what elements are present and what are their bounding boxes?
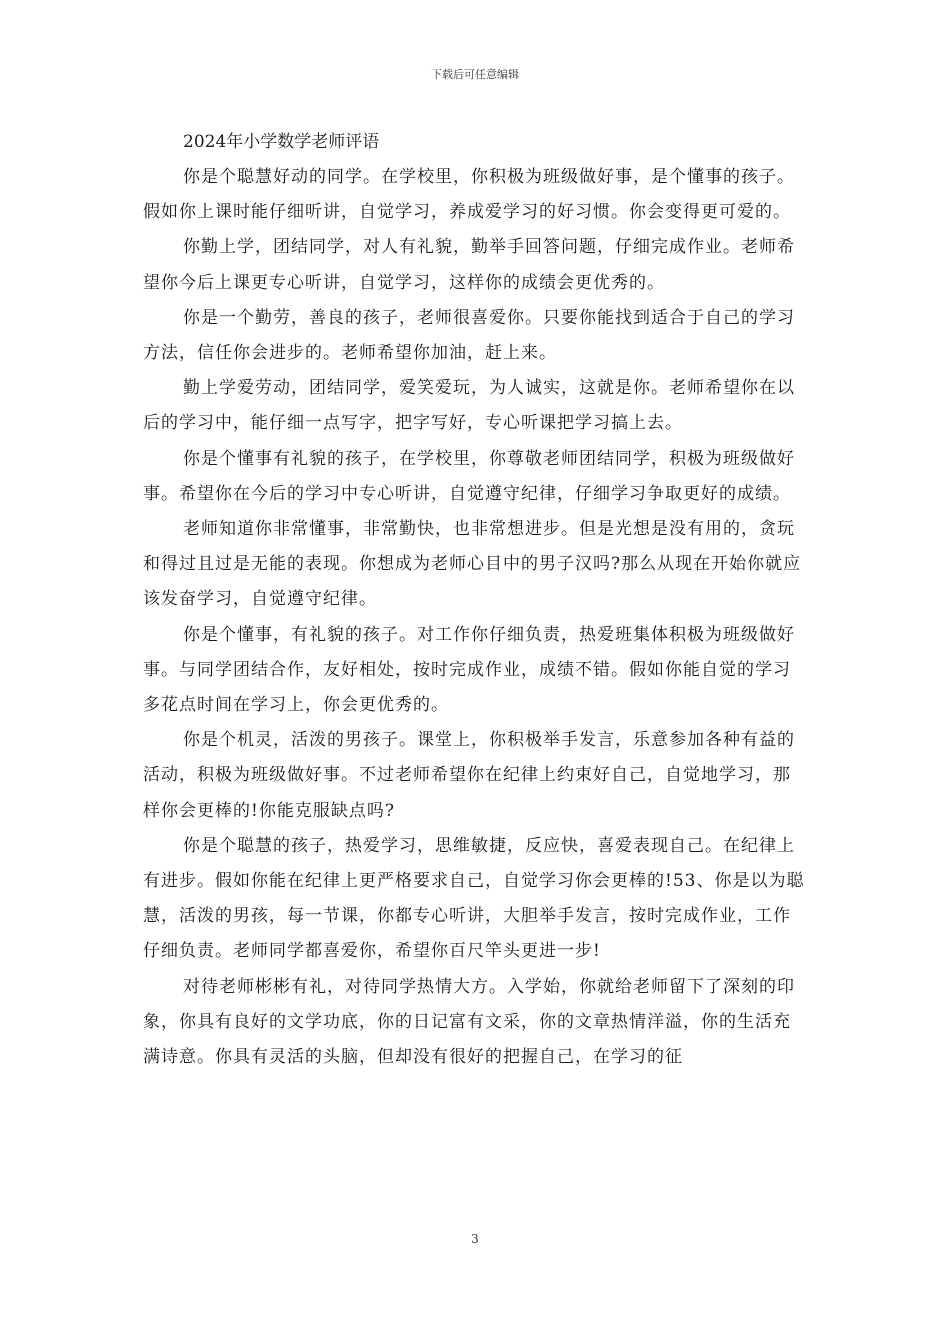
paragraph-6: 老师知道你非常懂事，非常勤快，也非常想进步。但是光想是没有用的，贪玩和得过且过是无能的表现。你想成为老师心目中的男子汉吗?那么从现在开始你就应该发奋学习，自觉遵守纪律。: [143, 519, 802, 610]
paragraph-4: 勤上学爱劳动，团结同学，爱笑爱玩，为人诚实，这就是你。老师希望你在以后的学习中，能仔细一点写字，把字写好，专心听课把学习搞上去。: [143, 378, 795, 434]
paragraph-5: 你是个懂事有礼貌的孩子，在学校里，你尊敬老师团结同学，积极为班级做好事。希望你在今后的学习中专心听讲，自觉遵守纪律，仔细学习争取更好的成绩。: [143, 448, 795, 504]
paragraph-1: 你是个聪慧好动的同学。在学校里，你积极为班级做好事，是个懂事的孩子。假如你上课时能仔细听讲，自觉学习，养成爱学习的好习惯。你会变得更可爱的。: [143, 167, 795, 223]
paragraph-2: 你勤上学，团结同学，对人有礼貌，勤举手回答问题，仔细完成作业。老师希望你今后上课更专心听讲，自觉学习，这样你的成绩会更优秀的。: [143, 237, 795, 293]
page-header: 下载后可任意编辑: [431, 68, 519, 81]
document-title: 2024年小学数学老师评语: [183, 132, 380, 152]
document-body: [143, 124, 808, 1075]
paragraph-8: 你是个机灵，活泼的男孩子。课堂上，你积极举手发言，乐意参加各种有益的活动，积极为班级做好事。不过老师希望你在纪律上约束好自己，自觉地学习，那样你会更棒的!你能克服缺点吗?: [143, 730, 795, 821]
paragraph-7: 你是个懂事，有礼貌的孩子。对工作你仔细负责，热爱班集体积极为班级做好事。与同学团结合作，友好相处，按时完成作业，成绩不错。假如你能自觉的学习多花点时间在学习上，你会更优秀的。: [143, 624, 795, 716]
page-number: 3: [471, 1232, 479, 1246]
paragraph-3: 你是一个勤劳，善良的孩子，老师很喜爱你。只要你能找到适合于自己的学习方法，信任你会进步的。老师希望你加油，赶上来。: [143, 307, 795, 364]
paragraph-10: 对待老师彬彬有礼，对待同学热情大方。入学始，你就给老师留下了深刻的印象，你具有良好的文学功底，你的日记富有文采，你的文章热情洋溢，你的生活充满诗意。你具有灵活的头脑，但却没有很好的把握自己，在学习的征: [143, 976, 795, 1068]
paragraph-9: 你是个聪慧的孩子，热爱学习，思维敏捷，反应快，喜爱表现自己。在纪律上有进步。假如你能在纪律上更严格要求自己，自觉学习你会更棒的!53、你是以为聪慧，活泼的男孩，每一节课，你都专心听讲，大胆举手发言，按时完成作业，工作仔细负责。老师同学都喜爱你，希望你百尺竿头更进一步!: [143, 835, 805, 962]
